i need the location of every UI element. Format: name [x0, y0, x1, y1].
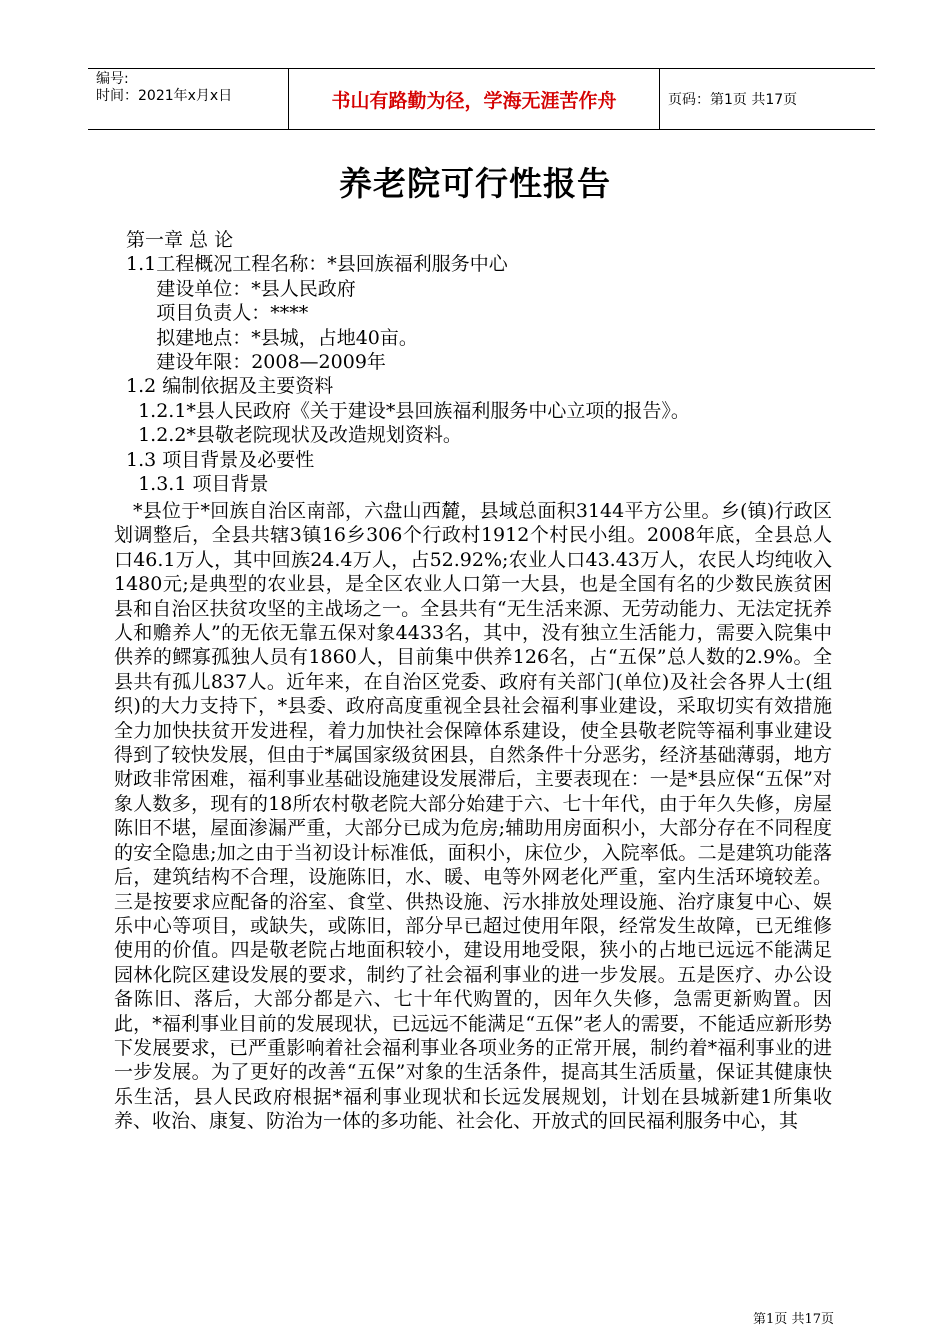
time-label: 时间：2021年x月x日: [96, 88, 233, 104]
section-1-2-1: 1.2.1*县人民政府《关于建设*县回族福利服务中心立项的报告》。: [126, 399, 690, 422]
header-page-info: 页码：第1页 共17页: [668, 92, 798, 108]
section-1-3-1: 1.3.1 项目背景: [126, 472, 269, 495]
site-line: 拟建地点：*县城，占地40亩。: [126, 326, 418, 349]
header-meta: [88, 69, 288, 129]
period-line: 建设年限：2008—2009年: [126, 350, 386, 373]
page-footer: 第1页 共17页: [753, 1312, 834, 1327]
chapter-heading: 第一章 总 论: [126, 229, 234, 251]
section-1-3: 1.3 项目背景及必要性: [126, 448, 315, 471]
section-1-2-2: 1.2.2*县敬老院现状及改造规划资料。: [126, 424, 462, 447]
builder-line: 建设单位：*县人民政府: [126, 277, 356, 300]
section-1-1: 1.1工程概况工程名称：*县回族福利服务中心: [126, 253, 508, 276]
outline-lines: [126, 228, 838, 496]
section-1-2: 1.2 编制依据及主要资料: [126, 375, 334, 398]
background-paragraph: *县位于*回族自治区南部，六盘山西麓，县域总面积3144平方公里。乡(镇)行政区划调整后，全县共辖3镇16乡306个行政村1912个村民小组。2008年底，全县总人口46.1万人，其中回族24.4万人，占52.92%;农业人口43.43万人，农民人均纯收入1480元;是典型的农业县，是全区农业人口第一大县，也是全国有名的少数民族贫困县和自治区扶贫攻坚的主战场之一。全县共有“无生活来源、无劳动能力、无法定抚养人和赡养人”的无依无靠五保对象4433名，其中，没有独立生活能力，需要入院集中供养的鳏寡孤独人员有1860人，目前集中供养126名，占“五保”总人数的2.9%。全县共有孤儿837人。近年来，在自治区党委、政府有关部门(单位)及社会各界人士(组织)的大力支持下，*县委、政府高度重视全县社会福利事业建设，采取切实有效措施全力加快扶贫开发进程，着力加快社会保障体系建设，使全县敬老院等福利事业建设得到了较快发展，但由于*属国家级贫困县，自然条件十分恶劣，经济基础薄弱，地方财政非常困难，福利事业基础设施建设发展滞后，主要表现在：一是*县应保“五保”对象人数多，现有的18所农村敬老院大部分始建于六、七十年代，由于年久失修，房屋陈旧不堪，屋面渗漏严重，大部分已成为危房;辅助用房面积小，大部分存在不同程度的安全隐患;加之由于当初设计标准低，面积小，床位少，入院率低。二是建筑功能落后，建筑结构不合理，设施陈旧，水、暖、电等外网老化严重，室内生活环境较差。三是按要求应配备的浴室、食堂、供热设施、污水排放处理设施、治疗康复中心、娱乐中心等项目，或缺失，或陈旧，部分早已超过使用年限，经常发生故障，已无维修使用的价值。四是敬老院占地面积较小，建设用地受限，狭小的占地已远远不能满足园林化院区建设发展的要求，制约了社会福利事业的进一步发展。五是医疗、办公设备陈旧、落后，大部分都是六、七十年代购置的，因年久失修，急需更新购置。因此，*福利事业目前的发展现状，已远远不能满足“五保”老人的需要，不能适应新形势下发展要求，已严重影响着社会福利事业各项业务的正常开展，制约着*福利事业的进一步发展。为了更好的改善“五保”对象的生活条件，提高其生活质量，保证其健康快乐生活，县人民政府根据*福利事业现状和长远发展规划，计划在县城新建1所集收养、收治、康复、防治为一体的多功能、社会化、开放式的回民福利服务中心，其: [114, 500, 832, 1133]
header-motto: 书山有路勤为径，学海无涯苦作舟: [288, 69, 660, 129]
document-title: 养老院可行性报告: [339, 164, 611, 203]
page-header: [88, 68, 875, 130]
number-label: 编号:: [96, 71, 129, 87]
manager-line: 项目负责人：****: [126, 302, 309, 325]
